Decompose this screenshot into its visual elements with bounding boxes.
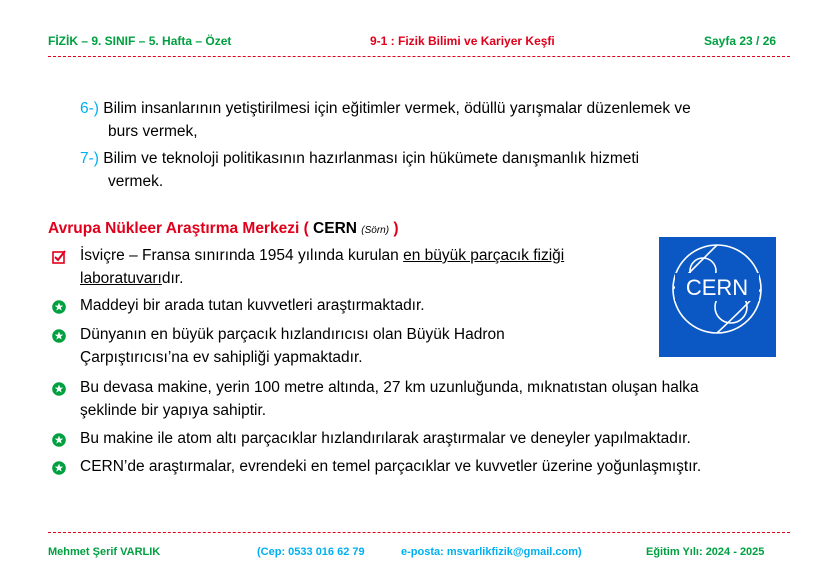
header-divider [48, 56, 790, 57]
item-text: Bilim ve teknoloji politikasının hazırlanması için hükümete danışmanlık hizmeti [103, 150, 640, 167]
numbered-item-6 [80, 100, 691, 118]
footer-divider [48, 532, 790, 533]
section-title-end: ) [389, 220, 399, 237]
circled-star-icon [52, 433, 66, 447]
numbered-item-7-cont: vermek. [108, 173, 164, 190]
bullet-2: Maddeyi bir arada tutan kuvvetleri araştırmaktadır. [80, 297, 425, 314]
footer-phone: (Cep: 0533 016 62 79 [257, 546, 365, 558]
circled-star-icon [52, 461, 66, 475]
header-left: FİZİK – 9. SINIF – 5. Hafta – Özet [48, 34, 232, 48]
bullet-text: dır. [161, 270, 184, 287]
bullet-3-line1: Dünyanın en büyük parçacık hızlandırıcısı olan Büyük Hadron [80, 326, 505, 343]
bullet-4-line2: şeklinde bir yapıya sahiptir. [80, 402, 267, 419]
section-title-cern: CERN [313, 220, 357, 237]
bullet-1-line2 [80, 270, 183, 288]
item-number: 7-) [80, 150, 99, 167]
section-title [48, 220, 399, 238]
bullet-1-line1 [80, 247, 564, 265]
circled-star-icon [52, 329, 66, 343]
numbered-item-7 [80, 150, 639, 168]
underlined-text: en büyük parçacık fiziği [403, 247, 565, 264]
header-right: Sayfa 23 / 26 [704, 34, 777, 48]
section-title-pronunciation: (Sörn) [361, 225, 390, 236]
cern-logo-icon [659, 237, 776, 357]
cern-logo-text: CERN [685, 275, 749, 300]
circled-star-icon [52, 300, 66, 314]
item-number: 6-) [80, 100, 99, 117]
bullet-6: CERN’de araştırmalar, evrendeki en temel parçacıklar ve kuvvetler üzerine yoğunlaşmıştır. [80, 458, 702, 475]
footer-year: Eğitim Yılı: 2024 - 2025 [646, 546, 765, 558]
bullet-5: Bu makine ile atom altı parçacıklar hızlandırılarak araştırmalar ve deneyler yapılmaktadır. [80, 430, 691, 447]
bullet-3-line2: Çarpıştırıcısı’na ev sahipliği yapmaktadır. [80, 349, 363, 366]
footer-author: Mehmet Şerif VARLIK [48, 546, 161, 558]
item-text: Bilim insanlarının yetiştirilmesi için eğitimler vermek, ödüllü yarışmalar düzenlemek ve [103, 100, 691, 117]
numbered-item-6-cont: burs vermek, [108, 123, 198, 140]
circled-star-icon [52, 382, 66, 396]
bullet-text: İsviçre – Fransa sınırında 1954 yılında kurulan [80, 247, 404, 264]
section-title-main: Avrupa Nükleer Araştırma Merkezi ( [48, 220, 314, 237]
bullet-4-line1: Bu devasa makine, yerin 100 metre altında, 27 km uzunluğunda, mıknatıstan oluşan halka [80, 379, 699, 396]
check-box-icon [52, 250, 66, 264]
footer-email: e-posta: msvarlikfizik@gmail.com) [401, 546, 582, 558]
header-center: 9-1 : Fizik Bilimi ve Kariyer Keşfi [370, 34, 555, 48]
underlined-text: laboratuvarı [80, 270, 162, 287]
